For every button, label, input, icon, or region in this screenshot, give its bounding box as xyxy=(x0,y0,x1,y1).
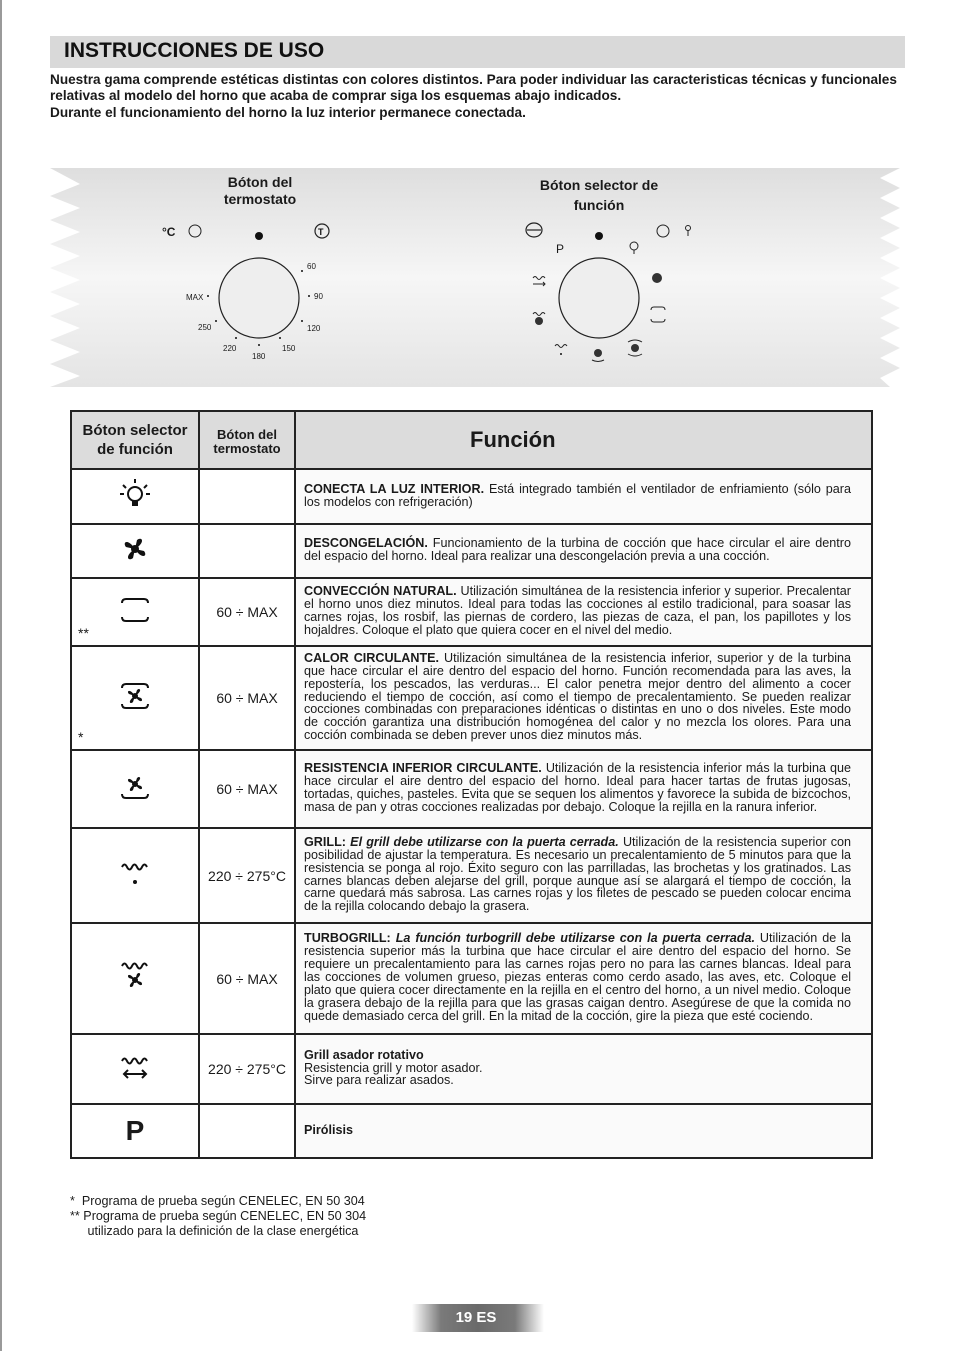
table-row xyxy=(71,1034,872,1104)
page-edge xyxy=(0,0,2,1351)
table-row xyxy=(71,750,872,828)
fan-icon xyxy=(120,534,150,564)
page-title: INSTRUCCIONES DE USO xyxy=(64,39,325,62)
function-note: La función turbogrill debe utilizarse con la puerta cerrada. xyxy=(395,931,755,946)
function-text: Resistencia grill y motor asador. Sirve para realizar asados. xyxy=(304,1060,483,1088)
rotisserie-icon xyxy=(118,1052,152,1082)
function-text: Utilización de la resistencia inferior más la turbina que hace circular el aire dentro del espacio del horno. Ideal para hacer tartas de frutas jugosas, tortadas, quiches, pasteles. Evita que se sequen los alimentos y favorece la subida de bizcochos, masa de pan y otras cocciones realizadas por debajo. Coloque la rejilla en la ranura inferior. xyxy=(304,761,852,814)
footnotes xyxy=(70,1194,366,1238)
description-cell xyxy=(295,1034,872,1104)
description-cell xyxy=(295,646,872,750)
description-cell xyxy=(295,750,872,828)
temperature-cell: 60 ÷ MAX xyxy=(199,578,295,646)
function-title: DESCONGELACIÓN. xyxy=(304,536,428,551)
function-text: Utilización de la resistencia superior con posibilidad de ajustar la temperatura. Es necesario un precalentamiento de 5 minutos para que la resistencia se ponga al rojo. Éxito seguro con las parrilladas, las brochetas y los gratinados. Las carnes blancas deben alejarse del grill, porque aunque así se alargará el tiempo de cocción, la carne quedará más sabrosa. Las carnes rojas y los filetes de pescado se pueden colocar encima de la rejilla colocando debajo la grasera. xyxy=(304,834,852,914)
function-text: Utilización simultánea de la resistencia inferior, superior y de la turbina que hace circular el aire dentro del espacio del horno. Función recomendada para las aves, la repostería, los pescados, las verduras... El calor penetra mejor dentro del alimento a cocer reduciendo el tiempo de cocción, así como el tiempo de precalentamiento. Se pueden realizar cocciones combinadas con preparaciones idénticas o distintas en uno o dos niveles. Este modo de cocción garantiza una distribución homogénea del calor y no mezcla los olores. Para una cocción combinada se deben prever unos diez minutos más. xyxy=(304,650,852,743)
turbogrill-icon xyxy=(118,959,152,993)
footnote-marker: ** xyxy=(78,625,89,641)
function-title: RESISTENCIA INFERIOR CIRCULANTE. xyxy=(304,761,542,776)
thermo-tick-180: 180 xyxy=(252,352,266,361)
selector-knob-label: Bóton selector de función xyxy=(539,177,659,213)
lamp-icon xyxy=(118,477,152,511)
table-row xyxy=(71,828,872,923)
function-text: Utilización de la resistencia superior más la turbina que hace circular el aire dentro del espacio del horno. Se requiere un precalentamiento para las carnes rojas pero no para las carnes blancas. Ideal para las cocciones de volumen grueso, piezas enteras como cerdo asado, las aves, etc. Coloque el plato que quiera cocer directamente en la rejilla en el centro del horno, a un nivel medio. Coloque la grasera debajo de la rejilla para que las grasas caigan dentro. Asegúrese de que la comida no quede demasiado cerca del grill. En la mitad de la cocción, gire la pieza que esté cociendo. xyxy=(304,931,851,1023)
symbol-cell xyxy=(71,828,199,923)
thermo-tick-max: MAX xyxy=(186,293,204,302)
temperature-cell: 60 ÷ MAX xyxy=(199,646,295,750)
description-cell xyxy=(295,469,872,524)
grill-icon xyxy=(118,858,152,888)
top-bottom-heat-icon xyxy=(118,595,152,625)
table-row xyxy=(71,524,872,578)
control-panel-illustration xyxy=(40,168,910,388)
table-row xyxy=(71,646,872,750)
thermostat-knob-label: Bóton del termostato xyxy=(223,174,297,207)
footnote-1: * Programa de prueba según CENELEC, EN 50 304 xyxy=(70,1194,365,1208)
svg-text:T: T xyxy=(318,227,324,237)
footnote-marker: * xyxy=(78,729,84,745)
page-number: 19 ES xyxy=(455,1309,497,1326)
table-row xyxy=(71,1104,872,1158)
celsius-label: °C xyxy=(162,225,176,239)
pyrolysis-icon: P xyxy=(125,1115,145,1146)
function-title: GRILL: xyxy=(304,834,346,849)
intro-text xyxy=(50,72,910,121)
symbol-cell xyxy=(71,646,199,750)
temperature-cell: 60 ÷ MAX xyxy=(199,923,295,1034)
description-cell xyxy=(295,578,872,646)
thermo-tick-90: 90 xyxy=(314,292,323,301)
selector-p-label: P xyxy=(556,242,565,256)
symbol-cell xyxy=(71,923,199,1034)
table-row xyxy=(71,469,872,524)
table-row xyxy=(71,923,872,1034)
intro-paragraph-2: Durante el funcionamiento del horno la luz interior permanece conectada. xyxy=(50,104,526,120)
footnote-2: ** Programa de prueba según CENELEC, EN 50 304 xyxy=(70,1208,367,1223)
header-selector: Bóton selector de función xyxy=(71,411,199,469)
symbol-cell xyxy=(71,469,199,524)
function-title: CONECTA LA LUZ INTERIOR. xyxy=(304,481,485,496)
panel-background xyxy=(40,168,910,388)
temperature-cell xyxy=(199,524,295,578)
temperature-cell: 220 ÷ 275°C xyxy=(199,828,295,923)
function-title: CALOR CIRCULANTE. xyxy=(304,650,440,665)
symbol-cell xyxy=(71,750,199,828)
description-cell xyxy=(295,524,872,578)
fan-bottom-icon xyxy=(118,770,152,804)
thermo-tick-220: 220 xyxy=(223,344,237,353)
fan-top-bottom-icon xyxy=(118,679,152,713)
header-thermostat: Bóton del termostato xyxy=(199,411,295,469)
intro-paragraph-1: Nuestra gama comprende estéticas distintas con colores distintos. Para poder individuar las caracteristicas técnicas y funcionales relativas al modelo del horno que acaba de comprar siga los esquemas abajo indicados. xyxy=(50,72,897,104)
temperature-cell xyxy=(199,1104,295,1158)
table-header-row xyxy=(71,411,872,469)
thermo-tick-150: 150 xyxy=(282,344,296,353)
function-text: Está integrado también el ventilador de enfriamiento (sólo para los modelos con refrigeración) xyxy=(304,481,851,509)
symbol-cell xyxy=(71,524,199,578)
function-title: Pirólisis xyxy=(304,1122,353,1137)
function-text: Funcionamiento de la turbina de cocción que hace circular el aire dentro del espacio del horno. Ideal para realizar una descongelación previa a una cocción. xyxy=(304,536,852,563)
function-table xyxy=(70,410,873,1159)
symbol-cell xyxy=(71,1034,199,1104)
function-title: CONVECCIÓN NATURAL. xyxy=(304,584,457,599)
header-function: Función xyxy=(295,411,872,469)
thermo-tick-120: 120 xyxy=(307,324,321,333)
symbol-cell xyxy=(71,578,199,646)
description-cell xyxy=(295,923,872,1034)
thermo-tick-60: 60 xyxy=(307,262,316,271)
thermo-tick-250: 250 xyxy=(198,323,212,332)
function-note: El grill debe utilizarse con la puerta cerrada. xyxy=(350,834,619,849)
temperature-cell xyxy=(199,469,295,524)
function-title: TURBOGRILL: xyxy=(304,931,391,946)
description-cell xyxy=(295,1104,872,1158)
function-text: Utilización simultánea de la resistencia inferior y superior. Precalentar el horno unos diez minutos. Ideal para todas las cocciones al estilo tradicional, para soasar las carnes rojas, los rosbif, las piernas de cordero, las piezas de caza, el pan, los papillotes y los hojaldres. Coloque el plato que quiera cocer en el nivel del medio. xyxy=(304,584,851,637)
table-row xyxy=(71,578,872,646)
description-cell xyxy=(295,828,872,923)
page-number-badge xyxy=(412,1304,544,1332)
footnote-3: utilizado para la definición de la clase energética xyxy=(70,1223,359,1238)
temperature-cell: 220 ÷ 275°C xyxy=(199,1034,295,1104)
temperature-cell: 60 ÷ MAX xyxy=(199,750,295,828)
function-title: Grill asador rotativo xyxy=(304,1047,424,1062)
symbol-cell xyxy=(71,1104,199,1158)
section-header xyxy=(50,36,905,68)
